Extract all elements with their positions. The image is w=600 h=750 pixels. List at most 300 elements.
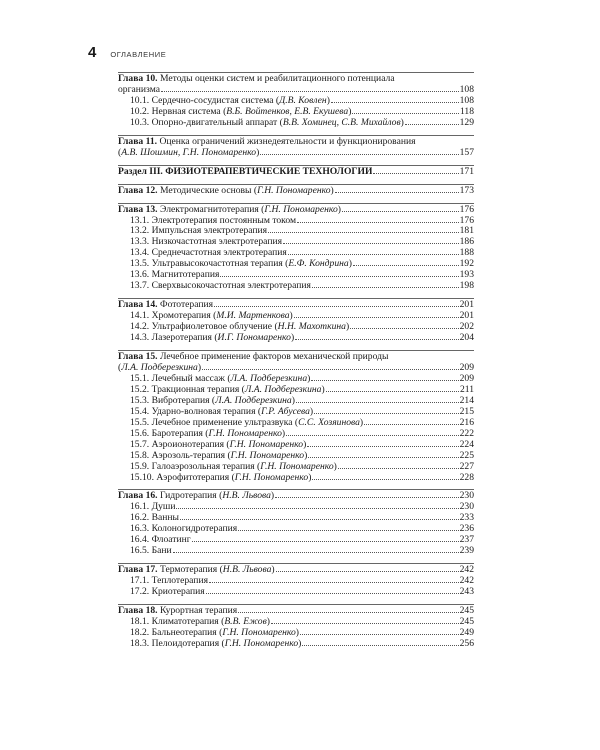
entry-author: Г.Р. Абусева: [261, 406, 310, 417]
toc-subentry: [118, 270, 474, 281]
entry-text: [130, 513, 179, 524]
toc-line: [118, 565, 474, 576]
entry-text: 14.1. Хромотерапия (М.И. Мартенкова): [130, 311, 293, 322]
chapter-title: Методы оценки систем и реабилитационного потенциала: [159, 73, 395, 84]
entry-page: 209: [459, 372, 474, 384]
toc-line: [118, 281, 474, 292]
leader-dots: [296, 402, 459, 403]
subentry-title: 16.1. Души: [130, 502, 176, 513]
leader-dots: [214, 306, 459, 307]
toc-subentry: [118, 440, 474, 451]
toc-subentry: [118, 639, 474, 650]
toc-line: [118, 226, 474, 237]
entry-page: 118: [459, 105, 474, 117]
entry-page: 129: [459, 116, 474, 128]
entry-text: Глава 17. Термотерапия (Н.В. Львова): [118, 565, 275, 576]
toc-line: [118, 502, 474, 513]
subentry-title: 15.4. Ударно-волновая терапия: [130, 406, 256, 417]
entry-text: Глава 12. Методические основы (Г.Н. Пономаренко): [118, 185, 334, 196]
entry-page: 176: [459, 203, 474, 215]
toc-subentry: [118, 396, 474, 407]
entry-author: Н.Н. Махоткина: [277, 322, 346, 333]
entry-text: [118, 606, 237, 617]
toc-line: [118, 617, 474, 628]
toc-line: [118, 473, 474, 484]
toc-section: [118, 184, 474, 197]
subentry-title: 18.2. Бальнеотерапия: [130, 627, 217, 638]
entry-author: Г.Н. Пономаренко: [260, 461, 334, 472]
toc-line: [118, 440, 474, 451]
toc-line: [118, 576, 474, 587]
chapter-label: Глава 17.: [118, 565, 158, 576]
toc-line: [118, 300, 474, 311]
leader-dots: [307, 446, 458, 447]
page-header: [88, 44, 166, 60]
entry-author: Л.А. Подберезкина: [121, 362, 198, 373]
leader-dots: [331, 102, 459, 103]
chapter-label: Глава 11.: [118, 135, 158, 147]
subentry-title: 17.2. Криотерапия: [130, 587, 205, 598]
leader-dots: [338, 468, 459, 469]
toc-subentry: [118, 281, 474, 292]
subentry-title: 13.3. Низкочастотная электротерапия: [130, 237, 282, 248]
chapter-label: Глава 12.: [118, 185, 158, 196]
leader-dots: [238, 612, 458, 613]
entry-text: 18.3. Пелоидотерапия (Г.Н. Пономаренко): [130, 638, 302, 649]
leader-dots: [260, 154, 458, 155]
toc-line: [118, 333, 474, 344]
entry-author: В.В. Ежов: [224, 616, 267, 627]
entry-text: 18.2. Бальнеотерапия (Г.Н. Пономаренко): [130, 627, 299, 638]
entry-text: 15.9. Галоаэрозольная терапия (Г.Н. Пономаренко): [130, 461, 337, 472]
subentry-title: 15.7. Аэроионотерапия: [130, 439, 225, 450]
toc-subentry: [118, 535, 474, 546]
entry-page: 108: [459, 94, 474, 106]
toc-line: [118, 322, 474, 333]
entry-text: [130, 546, 172, 557]
entry-text: (А.В. Шошмин, Г.Н. Пономаренко): [118, 147, 260, 158]
toc-line: [118, 462, 474, 473]
leader-dots: [373, 173, 458, 174]
subentry-title: 18.1. Климатотерапия: [130, 616, 219, 627]
toc-chapter: [118, 300, 474, 311]
toc-subentry: [118, 385, 474, 396]
entry-text: [130, 270, 219, 281]
entry-page: 227: [459, 460, 474, 472]
entry-page: 173: [459, 184, 474, 196]
leader-dots: [238, 530, 458, 531]
chapter-label: Глава 14.: [118, 300, 158, 311]
entry-author: Г.Н. Пономаренко: [257, 185, 331, 196]
toc-line: [118, 137, 474, 148]
leader-dots: [302, 645, 458, 646]
chapter-title: Лечебное применение факторов механической природы: [159, 351, 389, 363]
entry-page: 215: [459, 405, 474, 417]
entry-author: В.Б. Войтенков, Е.В. Екушева: [226, 106, 349, 117]
subentry-title: 10.2. Нервная система: [130, 106, 221, 117]
entry-page: 233: [459, 512, 474, 524]
entry-author: М.И. Мартенкова: [216, 311, 290, 322]
toc-chapter: [118, 606, 474, 617]
subentry-title: 13.1. Электротерапия постоянным током: [130, 215, 297, 226]
entry-page: 242: [459, 575, 474, 587]
toc-section: [118, 350, 474, 483]
entry-page: 108: [459, 83, 474, 95]
chapter-title: Термотерапия: [159, 565, 218, 576]
toc-line: [118, 96, 474, 107]
toc-line: [118, 418, 474, 429]
toc-subentry: [118, 546, 474, 557]
entry-author: Е.Ф. Кондрина: [288, 259, 349, 270]
toc-subentry: [118, 576, 474, 587]
entry-page: 225: [459, 449, 474, 461]
toc-section: [118, 298, 474, 344]
entry-author: Г.Н. Пономаренко: [234, 472, 309, 483]
subentry-title: 15.1. Лечебный массаж: [130, 373, 225, 384]
entry-page: 192: [459, 258, 474, 270]
entry-page: 242: [459, 564, 474, 576]
entry-text: 15.10. Аэрофитотерапия (Г.Н. Пономаренко): [130, 472, 312, 483]
toc-subentry: [118, 524, 474, 535]
leader-dots: [300, 634, 459, 635]
entry-text: [118, 85, 160, 96]
entry-text: 10.3. Опорно-двигательный аппарат (В.В. Хоминец, С.В. Михайлов): [130, 117, 404, 128]
leader-dots: [294, 317, 459, 318]
toc-line: [118, 167, 474, 178]
leader-dots: [268, 232, 459, 233]
toc-subentry: [118, 473, 474, 484]
chapter-title: Фототерапия: [159, 300, 214, 311]
subentry-title: 15.3. Вибротерапия: [130, 395, 210, 406]
subentry-title: 16.2. Ванны: [130, 513, 179, 524]
entry-page: 243: [459, 586, 474, 598]
entry-author: Г.Н. Пономаренко: [222, 627, 296, 638]
toc-subentry: [118, 374, 474, 385]
entry-page: 236: [459, 523, 474, 535]
leader-dots: [352, 113, 459, 114]
toc-subentry: [118, 311, 474, 322]
entry-text: [130, 502, 175, 513]
entry-text: 10.1. Сердечно-сосудистая система (Д.В. Ковлен): [130, 95, 330, 106]
toc-subentry: [118, 237, 474, 248]
leader-dots: [180, 519, 459, 520]
entry-text: 15.4. Ударно-волновая терапия (Г.Р. Абусева): [130, 406, 314, 417]
leader-dots: [209, 582, 459, 583]
leader-dots: [283, 243, 459, 244]
subentry-title: 16.5. Бани: [130, 546, 172, 557]
entry-page: 171: [459, 165, 474, 177]
entry-page: 237: [459, 534, 474, 546]
entry-author: Г.Н. Пономаренко: [208, 428, 282, 439]
chapter-title-cont: организма: [118, 84, 160, 95]
subentry-title: 16.3. Колоногидротерапия: [130, 524, 238, 535]
entry-author: Л.А. Подберезкина: [244, 384, 322, 395]
toc-chapter: [118, 186, 474, 197]
leader-dots: [286, 435, 458, 436]
entry-page: 249: [459, 626, 474, 638]
entry-text: 14.2. Ультрафиолетовое облучение (Н.Н. Махоткина): [130, 322, 350, 333]
toc-subentry: [118, 462, 474, 473]
leader-dots: [192, 541, 459, 542]
toc-subentry: [118, 513, 474, 524]
toc-line: [118, 546, 474, 557]
leader-dots: [176, 508, 458, 509]
page-number: 4: [88, 44, 97, 61]
toc-subentry: [118, 107, 474, 118]
leader-dots: [364, 424, 458, 425]
chapter-title: Электромагнитотерапия: [159, 204, 259, 215]
entry-text: 10.2. Нервная система (В.Б. Войтенков, Е.В. Екушева): [130, 106, 352, 117]
subentry-title: 18.3. Пелоидотерапия: [130, 638, 220, 649]
subentry-title: 14.2. Ультрафиолетовое облучение: [130, 322, 273, 333]
entry-author: Л.А. Подберезкина: [230, 373, 308, 384]
toc-chapter: [118, 352, 474, 374]
entry-text: [118, 167, 372, 178]
entry-author: Н.В. Львова: [222, 491, 271, 502]
toc-subentry: [118, 226, 474, 237]
entry-text: (Л.А. Подберезкина): [118, 362, 202, 373]
toc-subentry: [118, 118, 474, 129]
entry-author: Г.Н. Пономаренко: [264, 204, 338, 215]
toc-subentry: [118, 502, 474, 513]
leader-dots: [288, 254, 459, 255]
entry-author: Н.В. Львова: [222, 565, 272, 576]
subentry-title: 13.4. Среднечастотная электротерапия: [130, 248, 287, 259]
entry-author: Г.Н. Пономаренко: [224, 638, 299, 649]
toc-line: [118, 311, 474, 322]
leader-dots: [312, 479, 458, 480]
subentry-title: 15.8. Аэрозоль-терапия: [130, 450, 226, 461]
entry-text: 15.3. Вибротерапия (Л.А. Подберезкина): [130, 395, 295, 406]
toc-subentry: [118, 587, 474, 598]
toc-subentry: [118, 216, 474, 227]
entry-page: 214: [459, 394, 474, 406]
subentry-title: 13.5. Ультравысокочастотная терапия: [130, 259, 283, 270]
entry-author: Л.А. Подберезкина: [215, 395, 292, 406]
toc-line: [118, 237, 474, 248]
toc-section: [118, 563, 474, 598]
leader-dots: [295, 339, 458, 340]
leader-dots: [220, 276, 458, 277]
toc-subentry: [118, 418, 474, 429]
entry-page: 230: [459, 490, 474, 502]
toc-chapter: [118, 137, 474, 159]
toc-subentry: [118, 248, 474, 259]
toc-line: [118, 205, 474, 216]
subentry-title: 17.1. Теплотерапия: [130, 576, 208, 587]
entry-page: 245: [459, 605, 474, 617]
toc-line: [118, 363, 474, 374]
leader-dots: [353, 265, 459, 266]
leader-dots: [342, 211, 459, 212]
entry-text: [130, 237, 282, 248]
entry-page: 201: [459, 299, 474, 311]
entry-text: [130, 281, 311, 292]
leader-dots: [308, 457, 458, 458]
subentry-title: 14.1. Хромотерапия: [130, 311, 211, 322]
entry-text: [130, 226, 267, 237]
leader-dots: [335, 192, 459, 193]
entry-text: 15.6. Баротерапия (Г.Н. Пономаренко): [130, 428, 286, 439]
subentry-title: 15.10. Аэрофитотерапия: [130, 472, 230, 483]
leader-dots: [297, 222, 459, 223]
toc-line: [118, 352, 474, 363]
toc-line: [118, 451, 474, 462]
entry-author: Д.В. Ковлен: [279, 95, 327, 106]
entry-author: Г.Н. Пономаренко: [230, 450, 305, 461]
entry-page: 181: [459, 225, 474, 237]
toc-subentry: [118, 322, 474, 333]
entry-page: 256: [459, 637, 474, 649]
entry-author: Г.Н. Пономаренко: [229, 439, 304, 450]
entry-page: 230: [459, 501, 474, 513]
toc-line: [118, 107, 474, 118]
toc-section: [118, 203, 474, 293]
entry-text: 13.5. Ультравысокочастотная терапия (Е.Ф. Кондрина): [130, 259, 352, 270]
toc-subentry: [118, 333, 474, 344]
subentry-title: 15.6. Баротерапия: [130, 428, 203, 439]
entry-text: [118, 300, 213, 311]
chapter-label: Глава 18.: [118, 606, 158, 617]
toc-chapter: [118, 565, 474, 576]
toc-subentry: [118, 429, 474, 440]
toc-subentry: [118, 628, 474, 639]
leader-dots: [311, 380, 458, 381]
toc-line: [118, 628, 474, 639]
toc-line: [118, 259, 474, 270]
toc-line: [118, 118, 474, 129]
toc-subentry: [118, 451, 474, 462]
entry-page: 193: [459, 269, 474, 281]
entry-page: 157: [459, 146, 474, 158]
toc-chapter: [118, 491, 474, 502]
toc-subentry: [118, 96, 474, 107]
entry-text: [130, 576, 208, 587]
chapter-label: Глава 16.: [118, 491, 158, 502]
leader-dots: [405, 124, 459, 125]
toc-line: [118, 606, 474, 617]
entry-page: 216: [459, 416, 474, 428]
toc-line: [118, 429, 474, 440]
toc-subentry: [118, 407, 474, 418]
entry-text: Глава 16. Гидротерапия (Н.В. Львова): [118, 491, 275, 502]
entry-text: 14.3. Лазеротерапия (И.Г. Пономаренко): [130, 333, 295, 344]
entry-text: 15.7. Аэроионотерапия (Г.Н. Пономаренко): [130, 439, 307, 450]
entry-page: 186: [459, 236, 474, 248]
subentry-title: 16.4. Флоатинг: [130, 535, 191, 546]
toc-line: [118, 524, 474, 535]
entry-page: 204: [459, 332, 474, 344]
leader-dots: [271, 623, 459, 624]
chapter-title: Курортная терапия: [159, 606, 238, 617]
toc-line: [118, 186, 474, 197]
entry-text: [130, 535, 191, 546]
entry-page: 228: [459, 471, 474, 483]
entry-text: Глава 13. Электромагнитотерапия (Г.Н. Пономаренко): [118, 204, 341, 215]
toc-line: [118, 385, 474, 396]
entry-author: И.Г. Пономаренко: [217, 333, 291, 344]
entry-text: [130, 524, 237, 535]
subentry-title: 10.1. Сердечно-сосудистая система: [130, 95, 274, 106]
toc-section: [118, 165, 474, 178]
entry-text: 15.1. Лечебный массаж (Л.А. Подберезкина): [130, 373, 311, 384]
subentry-title: 14.3. Лазеротерапия: [130, 333, 212, 344]
toc-part: [118, 167, 474, 178]
toc-line: [118, 148, 474, 159]
entry-text: 18.1. Климатотерапия (В.В. Ежов): [130, 616, 270, 627]
entry-page: 239: [459, 545, 474, 557]
entry-page: 201: [459, 310, 474, 322]
entry-author: С.С. Хозяинова: [298, 417, 360, 428]
toc-section: [118, 604, 474, 650]
leader-dots: [202, 369, 459, 370]
entry-page: 222: [459, 427, 474, 439]
subentry-title: 13.2. Импульсная электротерапия: [130, 226, 268, 237]
subentry-title: 15.2. Тракционная терапия: [130, 384, 240, 395]
toc-section: [118, 489, 474, 557]
subentry-title: 13.6. Магнитотерапия: [130, 270, 220, 281]
leader-dots: [206, 593, 459, 594]
toc-chapter: [118, 74, 474, 96]
entry-text: 15.8. Аэрозоль-терапия (Г.Н. Пономаренко): [130, 450, 308, 461]
chapter-title: Гидротерапия: [159, 491, 217, 502]
chapter-title: Методические основы: [159, 185, 252, 196]
leader-dots: [312, 287, 459, 288]
entry-page: 176: [459, 214, 474, 226]
toc-section: [118, 135, 474, 159]
entry-page: 211: [459, 383, 474, 395]
entry-page: 224: [459, 438, 474, 450]
entry-text: 15.5. Лечебное применение ультразвука (С.С. Хозяинова): [130, 417, 364, 428]
leader-dots: [173, 552, 459, 553]
entry-page: 188: [459, 247, 474, 259]
toc-section: [118, 72, 474, 129]
entry-page: 202: [459, 321, 474, 333]
running-title: ОГЛАВЛЕНИЕ: [110, 50, 167, 59]
subentry-title: 13.7. Сверхвысокочастотная электротерапия: [130, 281, 311, 292]
subentry-title: 15.9. Галоаэрозольная терапия: [130, 461, 255, 472]
toc-line: [118, 639, 474, 650]
leader-dots: [161, 91, 459, 92]
leader-dots: [276, 571, 459, 572]
chapter-label: Глава 13.: [118, 204, 158, 215]
entry-author: В.В. Хоминец, С.В. Михайлов: [282, 117, 401, 128]
entry-text: [130, 248, 287, 259]
chapter-label: Глава 10.: [118, 73, 158, 84]
subentry-title: 10.3. Опорно-двигательный аппарат: [130, 117, 278, 128]
toc-line: [118, 74, 474, 85]
entry-text: [130, 216, 296, 227]
toc-line: [118, 270, 474, 281]
toc-line: [118, 216, 474, 227]
table-of-contents: [118, 72, 474, 656]
leader-dots: [326, 391, 459, 392]
toc-chapter: [118, 205, 474, 216]
entry-page: 245: [459, 615, 474, 627]
leader-dots: [275, 497, 459, 498]
part-label: Раздел III. ФИЗИОТЕРАПЕВТИЧЕСКИЕ ТЕХНОЛОГИИ: [118, 166, 373, 177]
toc-subentry: [118, 259, 474, 270]
entry-text: [130, 587, 205, 598]
entry-text: 15.2. Тракционная терапия (Л.А. Подберезкина): [130, 384, 325, 395]
entry-author: А.В. Шошмин, Г.Н. Пономаренко: [121, 147, 257, 158]
subentry-title: 15.5. Лечебное применение ультразвука: [130, 417, 293, 428]
toc-line: [118, 374, 474, 385]
leader-dots: [350, 328, 458, 329]
entry-page: 198: [459, 280, 474, 292]
leader-dots: [314, 413, 459, 414]
chapter-label: Глава 15.: [118, 351, 158, 363]
